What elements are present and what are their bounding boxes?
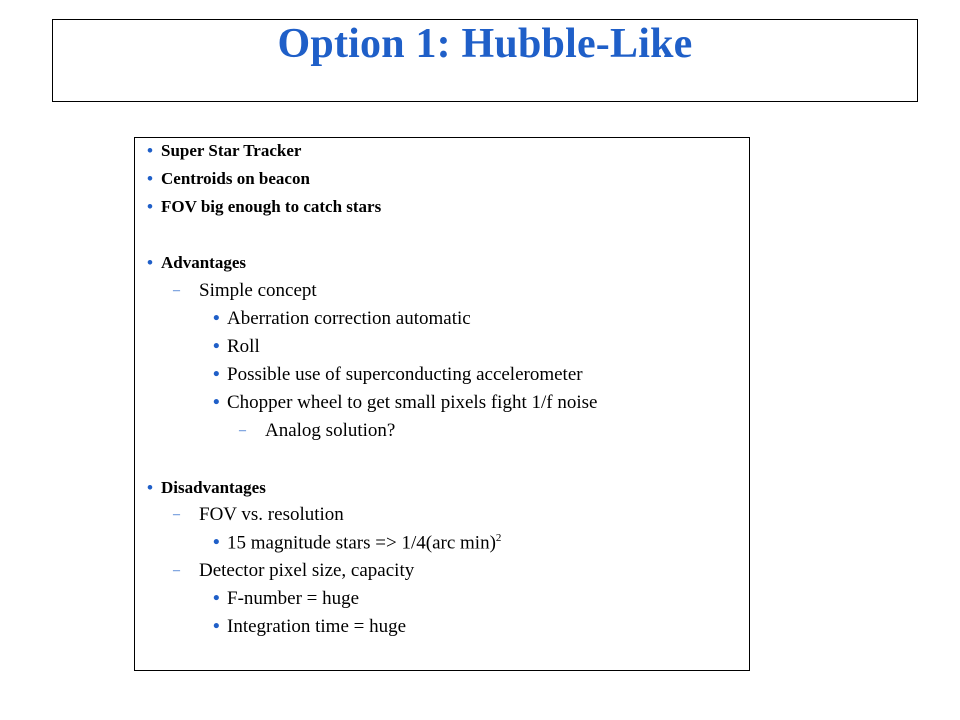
- bullet-icon: •: [213, 392, 220, 413]
- bullet-icon: •: [147, 141, 153, 160]
- advantage-item: [213, 364, 583, 386]
- dash-icon: –: [173, 563, 180, 578]
- bullet-item: [147, 141, 301, 161]
- advantages-label: Advantages: [161, 253, 247, 272]
- bullet-icon: •: [147, 253, 153, 272]
- sub-text: Simple concept: [199, 280, 317, 301]
- disadvantages-heading: [147, 478, 266, 498]
- sub-text: Detector pixel size, capacity: [199, 560, 415, 581]
- disadvantage-item: [213, 616, 406, 638]
- bullet-icon: •: [213, 532, 220, 554]
- bullet-text: FOV big enough to catch stars: [161, 197, 382, 216]
- disadvantages-label: Disadvantages: [161, 478, 266, 497]
- advantage-subsub: [239, 420, 395, 442]
- disadvantage-item: [213, 588, 359, 610]
- bullet-icon: •: [213, 336, 220, 357]
- bullet-text: Centroids on beacon: [161, 169, 310, 188]
- title-box: [52, 19, 918, 102]
- disadvantages-sub: [173, 560, 414, 582]
- bullet-text: Super Star Tracker: [161, 141, 302, 160]
- advantages-sub: [173, 280, 317, 302]
- item-text: Possible use of superconducting accelerometer: [227, 364, 583, 385]
- item-text: Roll: [227, 336, 260, 357]
- advantages-heading: [147, 253, 246, 273]
- item-text: Chopper wheel to get small pixels fight 1/f noise: [227, 392, 598, 413]
- bullet-icon: •: [213, 364, 220, 385]
- item-text: 15 magnitude stars => 1/4(arc min): [227, 532, 496, 554]
- slide-title: Option 1: Hubble-Like: [277, 21, 693, 67]
- content-box: [134, 137, 750, 671]
- bullet-item: [147, 197, 381, 217]
- advantage-item: [213, 308, 471, 330]
- disadvantage-item: [213, 532, 501, 554]
- dash-icon: –: [239, 423, 246, 438]
- advantage-item: [213, 392, 597, 414]
- item-text: Aberration correction automatic: [227, 308, 471, 329]
- bullet-item: [147, 169, 310, 189]
- bullet-icon: •: [147, 478, 153, 497]
- bullet-icon: •: [213, 616, 220, 637]
- item-text: Integration time = huge: [227, 616, 407, 637]
- advantage-item: [213, 336, 260, 358]
- dash-icon: –: [173, 283, 180, 298]
- bullet-icon: •: [147, 197, 153, 216]
- bullet-icon: •: [147, 169, 153, 188]
- subsub-text: Analog solution?: [265, 420, 396, 441]
- bullet-icon: •: [213, 308, 220, 329]
- sub-text: FOV vs. resolution: [199, 504, 344, 525]
- item-text: F-number = huge: [227, 588, 360, 609]
- disadvantages-sub: [173, 504, 344, 526]
- dash-icon: –: [173, 507, 180, 522]
- superscript: 2: [495, 532, 502, 544]
- bullet-icon: •: [213, 588, 220, 609]
